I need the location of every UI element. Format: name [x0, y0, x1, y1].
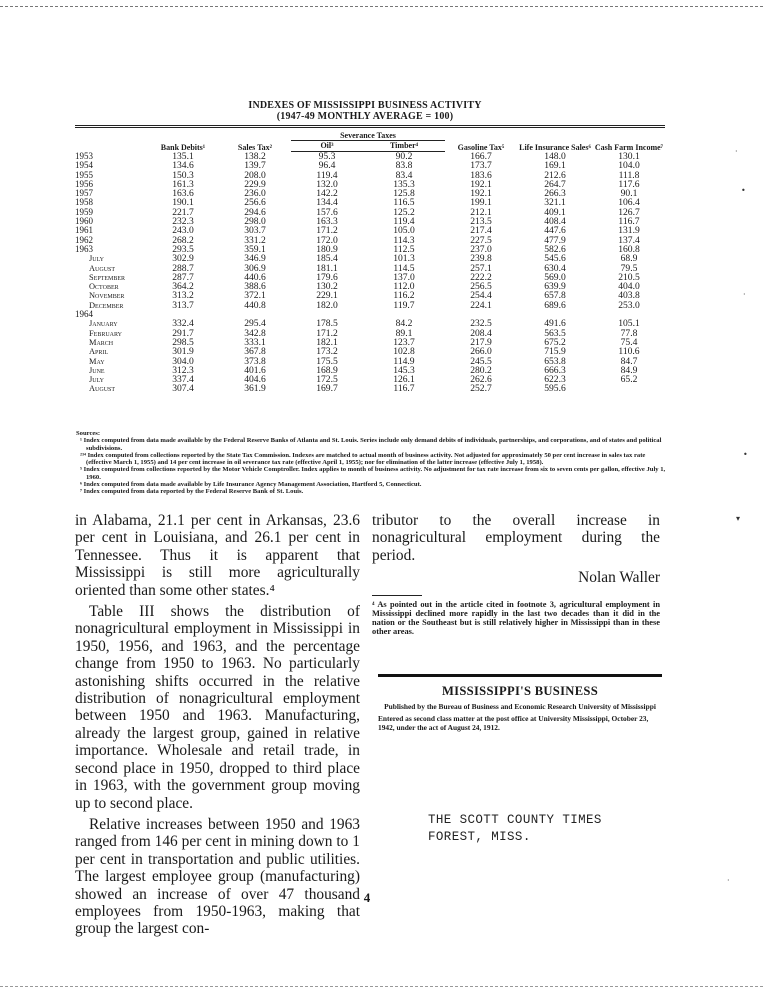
table-cell: 157.6 — [316, 206, 338, 218]
table-cell: 295.4 — [244, 318, 266, 330]
table-cell: 306.9 — [244, 262, 266, 274]
table-cell: 333.1 — [244, 336, 266, 348]
table-cell: 84.2 — [395, 318, 413, 330]
table-cell: 364.2 — [172, 281, 194, 293]
table-cell: 630.4 — [544, 262, 566, 274]
table-cell: 237.0 — [470, 243, 492, 255]
table-cell: 116.7 — [393, 383, 415, 395]
table-cell: 239.8 — [470, 253, 492, 265]
table-cell: 404.6 — [244, 374, 266, 386]
table-row — [75, 319, 665, 328]
row-label: May — [89, 356, 105, 366]
table-cell: 119.7 — [393, 299, 415, 311]
table-cell: 116.2 — [393, 290, 415, 302]
table-cell: 253.0 — [618, 299, 640, 311]
table-cell: 404.0 — [618, 281, 640, 293]
header-bank-debits: Bank Debits¹ — [160, 142, 206, 152]
table-cell: 169.7 — [316, 383, 338, 395]
table-cell: 90.2 — [395, 151, 413, 162]
table-subtitle: (1947-49 MONTHLY AVERAGE = 100) — [276, 111, 454, 122]
table-cell: 105.0 — [393, 225, 415, 237]
table-cell: 137.4 — [618, 234, 640, 246]
row-label: January — [89, 319, 118, 329]
masthead-entry-notice: Entered as second class matter at the post office at University Mississippi, October 23, 1942, under the act of August 24, 1912. — [378, 714, 649, 732]
table-cell: 715.9 — [544, 346, 566, 358]
table-cell: 126.7 — [618, 206, 640, 218]
article-left-column — [75, 512, 360, 938]
table-cell: 190.1 — [172, 197, 194, 209]
table-cell: 83.4 — [395, 169, 413, 181]
table-title: INDEXES OF MISSISSIPPI BUSINESS ACTIVITY — [248, 100, 482, 111]
table-row — [75, 384, 665, 393]
table-cell: 172.0 — [316, 234, 338, 246]
table-cell: 208.0 — [244, 169, 266, 181]
table-cell: 199.1 — [470, 197, 492, 209]
table-cell: 252.7 — [470, 383, 492, 395]
table-cell: 123.7 — [393, 336, 415, 348]
top-dashed-rule — [0, 6, 763, 7]
table-cell: 119.4 — [316, 169, 338, 181]
table-row — [75, 226, 665, 235]
table-cell: 163.3 — [316, 216, 338, 228]
table-cell: 79.5 — [620, 262, 638, 274]
newspaper-stamp — [428, 812, 602, 846]
table-cell: 212.6 — [544, 169, 566, 181]
table-cell: 142.2 — [316, 188, 338, 200]
row-label: 1958 — [75, 197, 93, 208]
table-cell: 112.0 — [393, 281, 415, 293]
table-row — [75, 208, 665, 217]
table-cell: 172.5 — [316, 374, 338, 386]
table-cell: 266.3 — [544, 188, 566, 200]
table-row — [75, 366, 665, 375]
table-cell: 675.2 — [544, 336, 566, 348]
table-row — [75, 291, 665, 300]
table-row — [75, 310, 665, 319]
table-row — [75, 254, 665, 263]
table-cell: 266.0 — [470, 346, 492, 358]
table-cell: 112.5 — [393, 243, 415, 255]
source-note-7: ⁷ Index computed from data reported by the Federal Reserve Bank of St. Louis. — [80, 488, 304, 496]
table-cell: 111.8 — [618, 169, 640, 181]
table-cell: 150.3 — [172, 169, 194, 181]
table-cell: 477.9 — [544, 234, 566, 246]
table-cell: 84.7 — [620, 355, 638, 367]
scan-speck: · — [727, 876, 730, 885]
table-cell: 217.9 — [470, 336, 492, 348]
table-cell: 145.3 — [393, 364, 415, 376]
table-cell: 304.0 — [172, 355, 194, 367]
table-cell: 359.1 — [244, 243, 266, 255]
table-cell: 361.9 — [244, 383, 266, 395]
table-row — [75, 217, 665, 226]
table-cell: 229.1 — [316, 290, 338, 302]
table-cell: 373.8 — [244, 355, 266, 367]
table-row — [75, 329, 665, 338]
row-label: February — [89, 328, 122, 338]
table-cell: 221.7 — [172, 206, 194, 218]
scan-speck: • — [741, 186, 746, 195]
table-cell: 569.0 — [544, 271, 566, 283]
table-cell: 264.7 — [544, 178, 566, 190]
table-cell: 298.5 — [172, 336, 194, 348]
table-cell: 622.3 — [544, 374, 566, 386]
stamp-line-1: THE SCOTT COUNTY TIMES — [428, 813, 602, 827]
source-note-2: ²³⁴ Index computed from collections reported by the State Tax Commission. Indexes are matched to actual month of business activity. Not adjusted for approximately 50 per cent increase in sales tax rate (effective March 1, 1955) and 14 per cent increase in oil severance tax rate (effective April 1, 1955); nor for elimination of the latter increase (effective July 1, 1958). — [80, 451, 646, 467]
article-paragraph-continued: tributor to the overall increase in nonagricultural employment during the period. — [372, 512, 660, 564]
table-cell: 169.1 — [544, 160, 566, 172]
table-cell: 301.9 — [172, 346, 194, 358]
row-label: 1953 — [75, 150, 93, 161]
scan-speck: · — [743, 290, 746, 299]
table-row — [75, 198, 665, 207]
table-cell: 83.8 — [395, 160, 413, 172]
table-cell: 232.5 — [470, 318, 492, 330]
table-cell — [593, 384, 665, 393]
header-oil: Oil³ — [291, 141, 363, 152]
table-cell: 268.2 — [172, 234, 194, 246]
masthead-rule — [378, 674, 662, 677]
table-cell: 131.9 — [618, 225, 640, 237]
row-label: 1957 — [75, 188, 93, 199]
author-signature: Nolan Waller — [578, 569, 660, 587]
table-cell: 287.7 — [172, 271, 194, 283]
table-cell: 212.1 — [470, 206, 492, 218]
table-cell: 409.1 — [544, 206, 566, 218]
table-cell: 294.6 — [244, 206, 266, 218]
table-cell: 114.9 — [393, 355, 415, 367]
table-row — [75, 264, 665, 273]
table-row — [75, 282, 665, 291]
table-cell: 114.3 — [393, 234, 415, 246]
table-cell: 192.1 — [470, 178, 492, 190]
table-cell: 166.7 — [470, 150, 492, 162]
header-blank — [75, 131, 147, 152]
table-cell: 388.6 — [244, 281, 266, 293]
bottom-dashed-rule — [0, 986, 763, 987]
table-cell: 208.4 — [470, 327, 492, 339]
table-cell: 408.4 — [544, 216, 566, 228]
row-label: September — [89, 272, 125, 282]
table-cell: 185.4 — [316, 253, 338, 265]
table-cell: 653.8 — [544, 355, 566, 367]
table-cell: 262.6 — [470, 374, 492, 386]
table-cell: 114.5 — [393, 262, 415, 274]
header-sales-tax: Sales Tax² — [237, 142, 273, 152]
table-title-block — [150, 100, 580, 122]
table-cell: 119.4 — [393, 216, 415, 228]
table-cell: 75.4 — [620, 336, 638, 348]
source-note-6: ⁶ Index computed from data made available by Life Insurance Agency Management Association, Hartford 5, Connecticut. — [80, 481, 422, 489]
table-body — [75, 152, 665, 394]
table-cell: 65.2 — [620, 374, 638, 386]
table-cell: 95.3 — [318, 151, 336, 162]
table-cell: 182.1 — [316, 336, 338, 348]
article-paragraph-2: Table III shows the distribution of nonagricultural employment in Mississippi in 1950, 1956, and 1963, and the percentage change from 1950 to 1963. No particularly astonishing shifts occurred in the relative distribution of nonagricultural employment between 1950 and 1963. Manufacturing, already the largest group, gained in relative importance. Wholesale and retail trade, in second place in 1950, dropped to third place in 1963, with the government group moving up to second place. — [75, 603, 360, 812]
table-cell: 346.9 — [244, 253, 266, 265]
header-severance-taxes: Severance Taxes — [291, 131, 445, 141]
row-label: July — [89, 254, 104, 264]
table-cell: 689.6 — [544, 299, 566, 311]
row-label: December — [89, 300, 124, 310]
table-cell: 227.5 — [470, 234, 492, 246]
table-cell: 312.3 — [172, 364, 194, 376]
table-cell: 403.8 — [618, 290, 640, 302]
row-label: 1956 — [75, 178, 93, 189]
table-cell: 331.2 — [244, 234, 266, 246]
table-cell: 217.4 — [470, 225, 492, 237]
table-header-row-1 — [75, 131, 665, 141]
table-cell: 491.6 — [544, 318, 566, 330]
row-label: June — [89, 365, 105, 375]
table-cell: 90.1 — [620, 188, 638, 200]
table-cell: 134.4 — [316, 197, 338, 209]
table-row — [75, 171, 665, 180]
table-cell: 89.1 — [395, 327, 413, 339]
table-cell: 545.6 — [544, 253, 566, 265]
table-cell: 256.6 — [244, 197, 266, 209]
article-footnote-4: ⁴ As pointed out in the article cited in footnote 3, agricultural employment in Mississippi declined more rapidly in the last two decades than it did in the nation or the Southeast but is still relatively higher in Mississippi than in these other areas. — [372, 599, 660, 637]
row-label: 1961 — [75, 225, 93, 236]
table-cell: 175.5 — [316, 355, 338, 367]
row-label: 1960 — [75, 216, 93, 227]
table-cell: 307.4 — [172, 383, 194, 395]
row-label: 1963 — [75, 243, 93, 254]
table-cell: 210.5 — [618, 271, 640, 283]
table-cell: 148.0 — [544, 150, 566, 162]
table-row — [75, 245, 665, 254]
table-cell: 130.1 — [618, 150, 640, 162]
row-label: August — [89, 263, 116, 273]
header-gasoline-tax: Gasoline Tax⁵ — [457, 142, 505, 152]
row-label: 1955 — [75, 169, 93, 180]
table-cell: 132.0 — [316, 178, 338, 190]
masthead-box — [378, 674, 662, 732]
scan-speck: • — [743, 450, 748, 459]
table-cell: 130.2 — [316, 281, 338, 293]
table-cell: 181.1 — [316, 262, 338, 274]
table-cell: 117.6 — [618, 178, 640, 190]
stamp-line-2: FOREST, MISS. — [428, 830, 531, 844]
table-row — [75, 236, 665, 245]
table-cell: 182.0 — [316, 299, 338, 311]
row-label: 1954 — [75, 160, 93, 171]
table-row — [75, 338, 665, 347]
table-cell: 321.1 — [544, 197, 566, 209]
table-top-rule — [75, 125, 665, 126]
footnote-rule — [372, 595, 422, 596]
table-top-rule-2 — [75, 127, 665, 128]
table-cell: 137.0 — [393, 271, 415, 283]
row-label: 1964 — [75, 309, 93, 320]
row-label: October — [89, 282, 119, 292]
table-cell: 173.2 — [316, 346, 338, 358]
table-cell: 139.7 — [244, 160, 266, 172]
table-cell: 101.3 — [393, 253, 415, 265]
table-row — [75, 375, 665, 384]
table-cell: 183.6 — [470, 169, 492, 181]
row-label: 1959 — [75, 206, 93, 217]
scan-speck: · — [735, 147, 738, 156]
table-row — [75, 161, 665, 170]
row-label: 1962 — [75, 234, 93, 245]
table-cell: 106.4 — [618, 197, 640, 209]
table-cell: 401.6 — [244, 364, 266, 376]
table-cell: 163.6 — [172, 188, 194, 200]
table-cell: 126.1 — [393, 374, 415, 386]
table-cell: 313.2 — [172, 290, 194, 302]
table-cell: 657.8 — [544, 290, 566, 302]
table-cell: 236.0 — [244, 188, 266, 200]
table-cell: 337.4 — [172, 374, 194, 386]
table-cell: 135.3 — [393, 178, 415, 190]
table-cell: 257.1 — [470, 262, 492, 274]
table-cell: 254.4 — [470, 290, 492, 302]
page-number: 4 — [363, 890, 371, 905]
table-cell: 288.7 — [172, 262, 194, 274]
table-cell: 180.9 — [316, 243, 338, 255]
table-cell: 160.8 — [618, 243, 640, 255]
table-cell: 342.8 — [244, 327, 266, 339]
row-label: April — [89, 347, 109, 357]
article-paragraph-3: Relative increases between 1950 and 1963 ranged from 146 per cent in mining down to 1 per cent in transportation and public utilities. The largest employee group (manufacturing) showed an increase of over 47 thousand employees from 1950-1963, making that group the largest con- — [75, 815, 360, 938]
table-cell: 168.9 — [316, 364, 338, 376]
table-cell: 116.7 — [618, 216, 640, 228]
table-cell: 68.9 — [620, 253, 638, 265]
table-cell: 666.3 — [544, 364, 566, 376]
table-cell: 232.3 — [172, 216, 194, 228]
table-cell: 563.5 — [544, 327, 566, 339]
table-row — [75, 357, 665, 366]
table-cell: 110.6 — [618, 346, 640, 358]
table-cell: 84.9 — [620, 364, 638, 376]
table-cell: 639.9 — [544, 281, 566, 293]
header-life-insurance: Life Insurance Sales⁶ — [519, 142, 591, 152]
table-cell: 125.8 — [393, 188, 415, 200]
article-paragraph-1: in Alabama, 21.1 per cent in Arkansas, 23.6 per cent in Louisiana, and 26.1 per cent in Tennessee. Thus it is apparent that Mississippi is still more agriculturally oriented than some other states.⁴ — [75, 512, 360, 599]
table-cell: 367.8 — [244, 346, 266, 358]
table-cell: 372.1 — [244, 290, 266, 302]
source-note-1: ¹ Index computed from data made available by the Federal Reserve Banks of Atlanta and St. Louis. Series include only demand debits of individuals, partnerships, and corporations, and of states and political subdivisions. — [80, 437, 662, 452]
table-cell: 595.6 — [544, 383, 566, 395]
table-cell: 222.2 — [470, 271, 492, 283]
table-cell: 171.2 — [316, 225, 338, 237]
table-cell: 173.7 — [470, 160, 492, 172]
masthead-publisher: Published by the Bureau of Business and Economic Research University of Mississippi — [384, 702, 656, 711]
table-cell: 125.2 — [393, 206, 415, 218]
table-cell: 179.6 — [316, 271, 338, 283]
table-cell: 256.5 — [470, 281, 492, 293]
source-note-5: ⁵ Index computed from collections reported by the Motor Vehicle Comptroller. Index applies to month of business activity. No adjustment for tax rate increase from six to seven cents per gallon, effective July 1, 1960. — [80, 466, 666, 481]
table-cell: 302.9 — [172, 253, 194, 265]
table-cell: 440.8 — [244, 299, 266, 311]
table-row — [75, 189, 665, 198]
table-row — [75, 180, 665, 189]
row-label: March — [89, 337, 114, 347]
table-cell: 105.1 — [618, 318, 640, 330]
article-right-column — [372, 512, 660, 636]
table-cell: 582.6 — [544, 243, 566, 255]
row-label: August — [89, 384, 116, 394]
table-row — [75, 301, 665, 310]
table-cell: 243.0 — [172, 225, 194, 237]
table-cell: 332.4 — [172, 318, 194, 330]
table-cell: 104.0 — [618, 160, 640, 172]
row-label: July — [89, 375, 104, 385]
table-cell: 135.1 — [172, 150, 194, 162]
table-row — [75, 347, 665, 356]
table-cell: 134.6 — [172, 160, 194, 172]
table-cell: 213.5 — [470, 216, 492, 228]
table-cell: 245.5 — [470, 355, 492, 367]
table-cell: 303.7 — [244, 225, 266, 237]
table-cell: 96.4 — [318, 160, 336, 172]
masthead-title: MISSISSIPPI'S BUSINESS — [441, 684, 599, 698]
table-cell: 293.5 — [172, 243, 194, 255]
table-cell: 161.3 — [172, 178, 194, 190]
header-timber: Timber⁴ — [363, 141, 445, 152]
table-cell: 102.8 — [393, 346, 415, 358]
scan-speck: ▾ — [736, 514, 741, 523]
sources-heading: Sources: — [76, 430, 101, 437]
table-cell: 298.0 — [244, 216, 266, 228]
header-cash-farm-income: Cash Farm Income⁷ — [594, 142, 664, 152]
table-cell: 116.5 — [393, 197, 415, 209]
table-cell: 447.6 — [544, 225, 566, 237]
table-cell: 192.1 — [470, 188, 492, 200]
table-cell: 229.9 — [244, 178, 266, 190]
table-cell: 280.2 — [470, 364, 492, 376]
table-sources — [76, 430, 666, 496]
table-cell: 440.6 — [244, 271, 266, 283]
table-cell: 171.2 — [316, 327, 338, 339]
table-cell: 138.2 — [244, 150, 266, 162]
table-cell: 291.7 — [172, 327, 194, 339]
table-cell: 178.5 — [316, 318, 338, 330]
row-label: November — [89, 291, 125, 301]
table-row — [75, 152, 665, 162]
table-cell: 313.7 — [172, 299, 194, 311]
table-cell: 224.1 — [470, 299, 492, 311]
business-activity-table — [75, 131, 665, 394]
table-row — [75, 273, 665, 282]
table-cell: 77.8 — [620, 327, 638, 339]
